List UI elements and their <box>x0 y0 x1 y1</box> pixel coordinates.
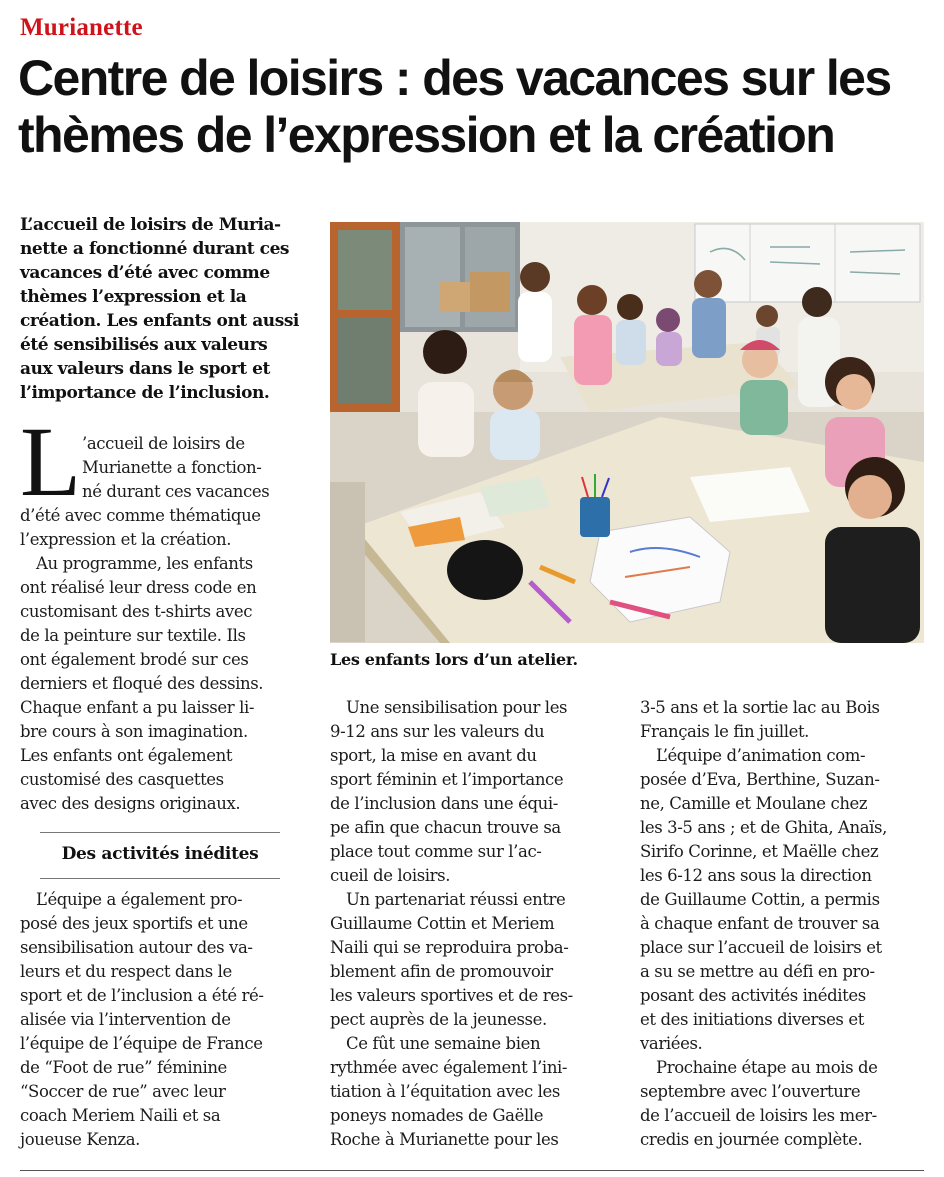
body-line: leurs et du respect dans le <box>20 962 232 981</box>
body-line: Sirifo Corinne, et Maëlle chez <box>640 842 879 861</box>
body-line: poneys nomades de Gaëlle <box>330 1106 544 1125</box>
body-line: sport, la mise en avant du <box>330 746 537 765</box>
body-line: coach Meriem Naili et sa <box>20 1106 221 1125</box>
body-line: pect auprès de la jeunesse. <box>330 1010 547 1029</box>
body-line: les 3-5 ans ; et de Ghita, Anaïs, <box>640 818 887 837</box>
body-line: Une sensibilisation pour les <box>346 698 568 717</box>
body-line: rythmée avec également l’ini- <box>330 1058 568 1077</box>
body-line: ne, Camille et Moulane chez <box>640 794 868 813</box>
body-line: de la peinture sur textile. Ils <box>20 626 246 645</box>
body-line: posant des activités inédites <box>640 986 866 1005</box>
body-line: Ce fût une semaine bien <box>346 1034 541 1053</box>
page-bottom-rule <box>20 1170 924 1171</box>
lead-line: nette a fonctionné durant ces <box>20 239 290 259</box>
body-line: de “Foot de rue” féminine <box>20 1058 227 1077</box>
lead-line: vacances d’été avec comme <box>20 263 270 283</box>
body-line: blement afin de promouvoir <box>330 962 553 981</box>
body-line: Murianette a fonction- <box>82 458 262 477</box>
body-line: tiation à l’équitation avec les <box>330 1082 560 1101</box>
body-line: place tout comme sur l’ac- <box>330 842 542 861</box>
body-line: de Guillaume Cottin, a permis <box>640 890 880 909</box>
body-line: Guillaume Cottin et Meriem <box>330 914 555 933</box>
article-photo <box>330 222 924 643</box>
body-line: a su se mettre au défi en pro- <box>640 962 875 981</box>
body-line: de l’accueil de loisirs les mer- <box>640 1106 877 1125</box>
body-line: Chaque enfant a pu laisser li- <box>20 698 254 717</box>
body-line: sensibilisation autour des va- <box>20 938 253 957</box>
lead-line: création. Les enfants ont aussi <box>20 311 299 331</box>
body-line: Un partenariat réussi entre <box>346 890 566 909</box>
body-line: d’été avec comme thématique <box>20 506 261 525</box>
body-line: posé des jeux sportifs et une <box>20 914 248 933</box>
body-line: alisée via l’intervention de <box>20 1010 231 1029</box>
body-line: L’équipe d’animation com- <box>656 746 866 765</box>
body-line: “Soccer de rue” avec leur <box>20 1082 226 1101</box>
body-line: ’accueil de loisirs de <box>82 434 245 453</box>
headline-line: thèmes de l’expression et la création <box>18 107 835 163</box>
article-headline <box>18 50 933 164</box>
body-line: sport et de l’inclusion a été ré- <box>20 986 264 1005</box>
lead-line: thèmes l’expression et la <box>20 287 247 307</box>
body-line: Au programme, les enfants <box>36 554 253 573</box>
body-line: derniers et floqué des dessins. <box>20 674 264 693</box>
drop-cap: L <box>20 406 82 517</box>
body-line: Français le fin juillet. <box>640 722 810 741</box>
body-line: Naili qui se reproduira proba- <box>330 938 569 957</box>
article-body-column-2 <box>330 696 616 1152</box>
photo-caption: Les enfants lors d’un atelier. <box>330 650 578 669</box>
article-body-column-3 <box>640 696 924 1152</box>
body-line: l’équipe de l’équipe de France <box>20 1034 263 1053</box>
body-line: septembre avec l’ouverture <box>640 1082 861 1101</box>
section-divider <box>40 878 280 879</box>
lead-line: l’importance de l’inclusion. <box>20 383 270 403</box>
section-heading: Des activités inédites <box>61 844 259 864</box>
body-line: ont également brodé sur ces <box>20 650 249 669</box>
body-line: customisant des t-shirts avec <box>20 602 253 621</box>
article-body-column-1-continued <box>20 888 304 1152</box>
body-line: Roche à Murianette pour les <box>330 1130 559 1149</box>
body-line: les 6-12 ans sous la direction <box>640 866 872 885</box>
article-body-column-1 <box>20 432 280 816</box>
body-line: né durant ces vacances <box>82 482 270 501</box>
body-line: Prochaine étape au mois de <box>656 1058 878 1077</box>
headline-line: Centre de loisirs : des vacances sur les <box>18 50 891 106</box>
lead-line: L’accueil de loisirs de Muria- <box>20 215 281 235</box>
body-line: bre cours à son imagination. <box>20 722 248 741</box>
body-line: sport féminin et l’importance <box>330 770 564 789</box>
body-line: place sur l’accueil de loisirs et <box>640 938 882 957</box>
body-line: posée d’Eva, Berthine, Suzan- <box>640 770 880 789</box>
body-line: à chaque enfant de trouver sa <box>640 914 880 933</box>
body-line: de l’inclusion dans une équi- <box>330 794 558 813</box>
body-line: avec des designs originaux. <box>20 794 241 813</box>
body-line: Les enfants ont également <box>20 746 233 765</box>
body-line: l’expression et la création. <box>20 530 232 549</box>
body-line: ont réalisé leur dress code en <box>20 578 257 597</box>
body-line: les valeurs sportives et de res- <box>330 986 573 1005</box>
body-line: 3-5 ans et la sortie lac au Bois <box>640 698 880 717</box>
article-lead <box>20 213 320 405</box>
body-line: joueuse Kenza. <box>20 1130 140 1149</box>
body-line: cueil de loisirs. <box>330 866 451 885</box>
body-line: variées. <box>640 1034 703 1053</box>
lead-line: été sensibilisés aux valeurs <box>20 335 268 355</box>
lead-line: aux valeurs dans le sport et <box>20 359 270 379</box>
body-line: et des initiations diverses et <box>640 1010 864 1029</box>
body-line: customisé des casquettes <box>20 770 224 789</box>
section-divider <box>40 832 280 833</box>
section-rubric: Murianette <box>20 14 143 41</box>
body-line: credis en journée complète. <box>640 1130 863 1149</box>
body-line: pe afin que chacun trouve sa <box>330 818 561 837</box>
body-line: 9-12 ans sur les valeurs du <box>330 722 545 741</box>
body-line: L’équipe a également pro- <box>36 890 243 909</box>
